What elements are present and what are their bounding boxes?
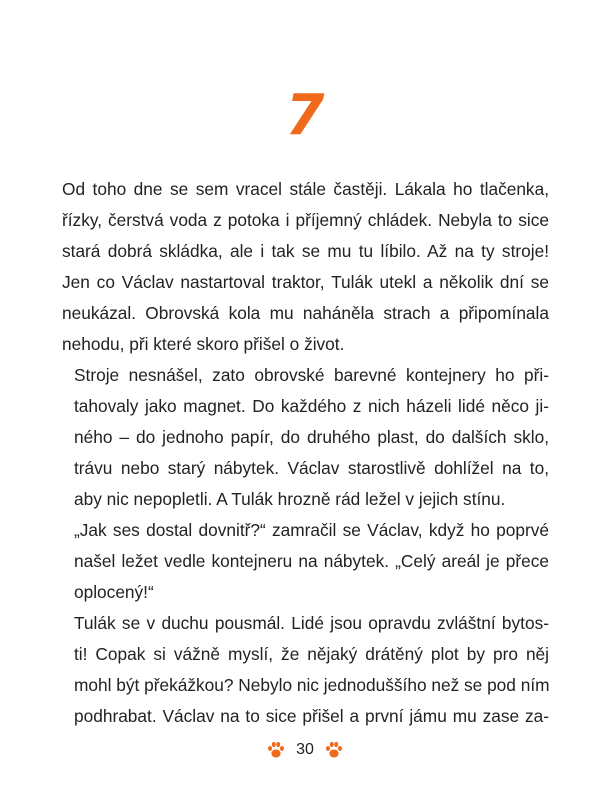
text-line: ti! Copak si vážně myslí, že nějaký drátěný plot by pro něj: [74, 644, 549, 664]
text-line: řízky, čerstvá voda z potoka i příjemný chládek. Nebyla to sice: [62, 210, 549, 230]
body-text: [62, 174, 549, 732]
text-line: stará dobrá skládka, ale i tak se mu tu líbilo. Až na ty stroje!: [62, 241, 549, 261]
text-line: Stroje nesnášel, zato obrovské barevné kontejnery ho při-: [74, 365, 549, 385]
text-line: tahovaly jako magnet. Do každého z nich házeli lidé něco ji-: [74, 396, 549, 416]
text-line: Jen co Václav nastartoval traktor, Tulák utekl a několik dní se: [62, 272, 549, 292]
page-number: 30: [296, 741, 314, 758]
paragraph-2: [62, 360, 549, 515]
text-line: oplocený!“: [74, 582, 154, 602]
paragraph-3: [62, 515, 549, 608]
text-line: Od toho dne se sem vracel stále častěji. Lákala ho tlačenka,: [62, 179, 549, 199]
text-line: našel ležet vedle kontejneru na nábytek. „Celý areál je přece: [74, 551, 549, 571]
text-line: podhrabat. Václav na to sice přišel a první jámu mu zase za-: [74, 706, 549, 726]
paragraph-4: [62, 608, 549, 732]
text-line: ného – do jednoho papír, do druhého plast, do dalších sklo,: [74, 427, 549, 447]
text-line: nehodu, při které skoro přišel o život.: [62, 334, 345, 354]
paragraph-1: [62, 174, 549, 360]
text-line: „Jak ses dostal dovnitř?“ zamračil se Václav, když ho poprvé: [74, 520, 549, 540]
paw-print-icon: [324, 740, 344, 760]
page-footer: [0, 736, 610, 764]
text-line: mohl být překážkou? Nebylo nic jednoduššího než se pod ním: [74, 675, 550, 695]
text-line: Tulák se v duchu pousmál. Lidé jsou opravdu zvláštní bytos-: [74, 613, 549, 633]
text-line: trávu nebo starý nábytek. Václav starostlivě dohlížel na to,: [74, 458, 549, 478]
paw-print-icon: [266, 740, 286, 760]
text-line: aby nic nepopletli. A Tulák hrozně rád ležel v jejich stínu.: [74, 489, 506, 509]
chapter-number: 7: [285, 83, 325, 148]
text-line: neukázal. Obrovská kola mu naháněla strach a připomínala: [62, 303, 549, 323]
